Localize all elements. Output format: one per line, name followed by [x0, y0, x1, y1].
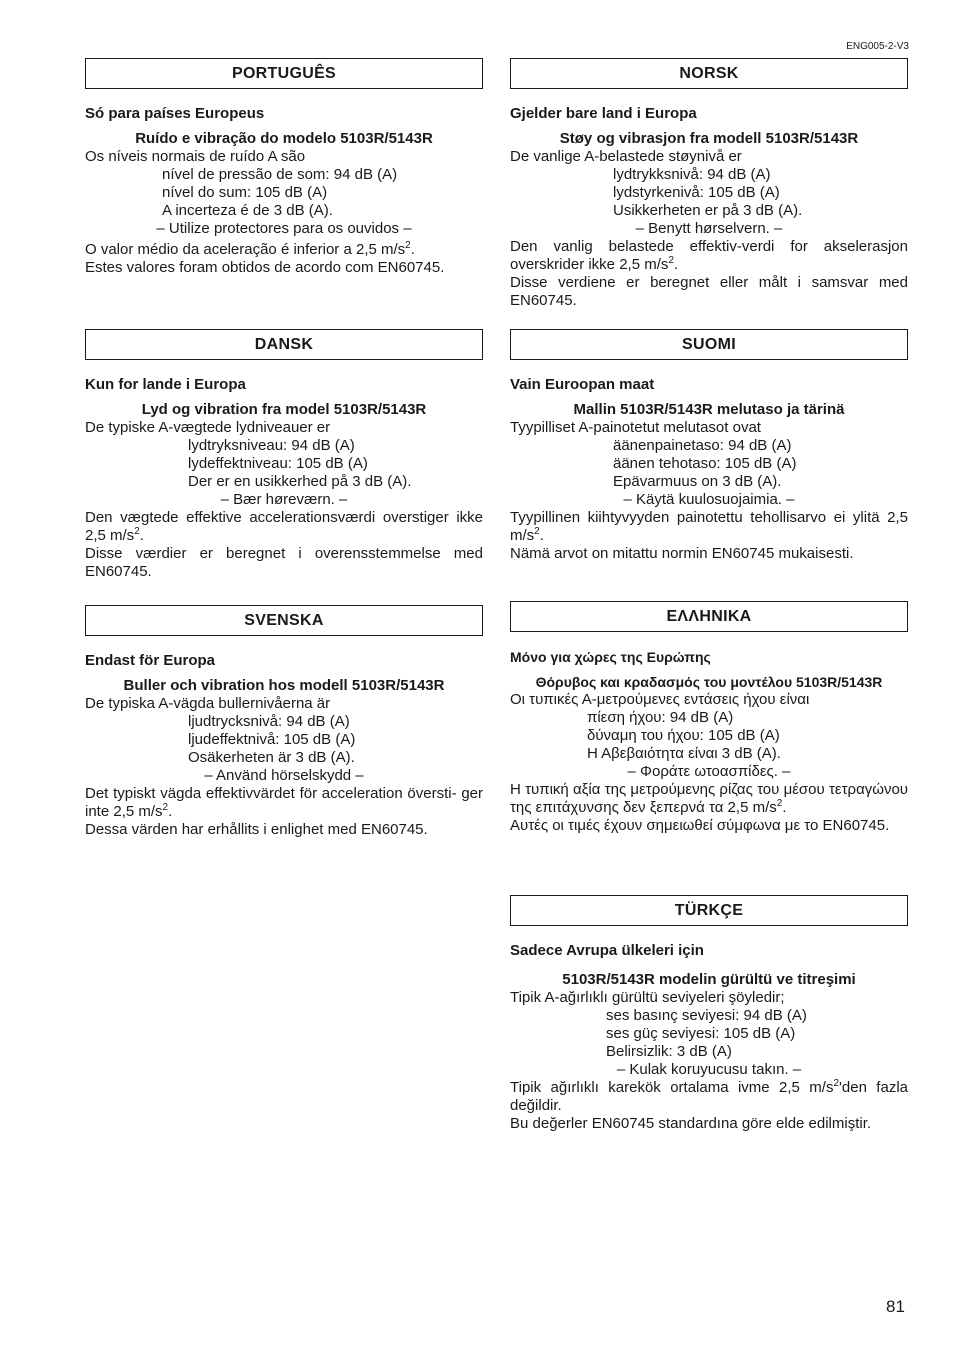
- standard-note: Bu değerler EN60745 standardına göre elde edilmiştir.: [510, 1115, 872, 1132]
- section-svenska: [85, 605, 483, 839]
- noise-intro: Tyypilliset A-painotetut melutasot ovat: [510, 419, 761, 436]
- uncertainty: Usikkerheten er på 3 dB (A).: [613, 202, 803, 219]
- model-heading: Lyd og vibration fra model 5103R/5143R: [141, 401, 427, 418]
- ear-protection-note: – Utilize protectores para os ouvidos –: [156, 220, 412, 237]
- section-norsk: [510, 58, 908, 310]
- standard-note: Disse værdier er beregnet i overensstemmelse med EN60745.: [85, 545, 483, 580]
- sound-pressure: nível de pressão de som: 94 dB (A): [162, 166, 398, 183]
- sound-power: lydstyrkenivå: 105 dB (A): [613, 184, 780, 201]
- ear-protection-note: – Φοράτε ωτοασπίδες. –: [627, 763, 791, 780]
- noise-intro: De typiska A-vägda bullernivåerna är: [85, 695, 331, 712]
- page-number: 81: [886, 1297, 905, 1316]
- ear-protection-note: – Käytä kuulosuojaimia. –: [623, 491, 795, 508]
- section-title: TÜRKÇE: [510, 895, 908, 926]
- standard-note: Αυτές οι τιμές έχουν σημειωθεί σύμφωνα με το EN60745.: [510, 817, 890, 834]
- uncertainty: Epävarmuus on 3 dB (A).: [613, 473, 782, 490]
- noise-intro: Os níveis normais de ruído A são: [85, 148, 306, 165]
- standard-note: Estes valores foram obtidos de acordo com EN60745.: [85, 259, 445, 276]
- ear-protection-note: – Benytt hørselvern. –: [635, 220, 783, 237]
- region-note: Μόνο για χώρες της Ευρώπης: [510, 649, 711, 665]
- vibration-text: Den vægtede effektive accelerationsværdi overstiger ikke 2,5 $m/s^2$.: [85, 509, 483, 544]
- section-title: ΕΛΛΗΝΙΚΑ: [510, 601, 908, 632]
- section-ellinika: [510, 601, 908, 835]
- sound-pressure: πίεση ήχου: 94 dB (A): [587, 709, 734, 726]
- noise-intro: De typiske A-vægtede lydniveauer er: [85, 419, 331, 436]
- sound-pressure: äänenpainetaso: 94 dB (A): [613, 437, 792, 454]
- section-title: SVENSKA: [85, 605, 483, 636]
- uncertainty: A incerteza é de 3 dB (A).: [162, 202, 333, 219]
- sound-power: ses güç seviyesi: 105 dB (A): [606, 1025, 796, 1042]
- sound-power: lydeffektniveau: 105 dB (A): [188, 455, 368, 472]
- superscript: 2: [134, 526, 140, 537]
- sound-pressure: lydtryksniveau: 94 dB (A): [188, 437, 355, 454]
- region-note: Vain Euroopan maat: [510, 376, 655, 393]
- section-turkce: [510, 895, 908, 1133]
- model-heading: Buller och vibration hos modell 5103R/5143R: [123, 677, 445, 694]
- superscript: 2: [833, 1078, 840, 1089]
- section-title: NORSK: [510, 58, 908, 89]
- noise-intro: Οι τυπικές Α-μετρούμενες εντάσεις ήχου είναι: [510, 691, 810, 708]
- ear-protection-note: – Kulak koruyucusu takın. –: [616, 1061, 802, 1078]
- document-code: ENG005-2-V3: [846, 41, 909, 52]
- vibration-text: Η τυπική αξία της μετρούμενης ρίζας του μέσου τετραγώνου της επιτάχυνσης δεν ξεπερνά τα 2,5 $m/s^2$.: [510, 781, 908, 816]
- ear-protection-note: – Använd hörselskydd –: [204, 767, 364, 784]
- uncertainty: Osäkerheten är 3 dB (A).: [188, 749, 355, 766]
- sound-power: ljudeffektnivå: 105 dB (A): [188, 731, 356, 748]
- model-heading: Θόρυβος και κραδασμός του μοντέλου 5103R/5143R: [535, 674, 883, 690]
- section-dansk: [85, 329, 483, 581]
- region-note: Só para países Europeus: [85, 105, 265, 122]
- vibration-text: Tyypillinen kiihtyvyyden painotettu tehollisarvo ei ylitä 2,5 $m/s^2$.: [510, 509, 908, 544]
- uncertainty: Belirsizlik: 3 dB (A): [606, 1043, 732, 1060]
- vibration-text: Den vanlig belastede effektiv-verdi for akselerasjon overskrider ikke 2,5 $m/s^2$.: [510, 238, 908, 273]
- superscript: 2: [405, 240, 411, 251]
- noise-intro: Tipik A-ağırlıklı gürültü seviyeleri şöyledir;: [510, 989, 785, 1006]
- region-note: Sadece Avrupa ülkeleri için: [510, 942, 704, 959]
- model-heading: Mallin 5103R/5143R melutaso ja tärinä: [573, 401, 845, 418]
- standard-note: Nämä arvot on mitattu normin EN60745 mukaisesti.: [510, 545, 854, 562]
- section-portugues: [85, 58, 483, 277]
- uncertainty: Η Αβεβαιότητα είναι 3 dB (A).: [587, 745, 781, 762]
- standard-note: Dessa värden har erhållits i enlighet med EN60745.: [85, 821, 428, 838]
- superscript: 2: [162, 802, 169, 813]
- sound-pressure: lydtrykksnivå: 94 dB (A): [613, 166, 771, 183]
- sound-pressure: ljudtrycksnivå: 94 dB (A): [188, 713, 350, 730]
- section-title: DANSK: [85, 329, 483, 360]
- superscript: 2: [776, 798, 783, 809]
- superscript: 2: [668, 255, 674, 266]
- region-note: Endast för Europa: [85, 652, 216, 669]
- ear-protection-note: – Bær høreværn. –: [220, 491, 348, 508]
- sound-power: nível do sum: 105 dB (A): [162, 184, 328, 201]
- sound-pressure: ses basınç seviyesi: 94 dB (A): [606, 1007, 807, 1024]
- noise-intro: De vanlige A-belastede støynivå er: [510, 148, 742, 165]
- vibration-text: Tipik ağırlıklı karekök ortalama ivme 2,5 $m/s^2'den$ fazla değildir.: [510, 1078, 908, 1114]
- section-suomi: [510, 329, 908, 563]
- section-title: PORTUGUÊS: [85, 58, 483, 89]
- sound-power: δύναμη του ήχου: 105 dB (A): [587, 727, 780, 744]
- model-heading: Støy og vibrasjon fra modell 5103R/5143R: [559, 130, 859, 147]
- section-title: SUOMI: [510, 329, 908, 360]
- vibration-text: Det typiskt vägda effektivvärdet för acceleration översti- ger inte 2,5 $m/s^2$.: [85, 785, 483, 820]
- model-heading: 5103R/5143R modelin gürültü ve titreşimi: [562, 971, 856, 988]
- region-note: Kun for lande i Europa: [85, 376, 246, 393]
- uncertainty: Der er en usikkerhed på 3 dB (A).: [188, 473, 412, 490]
- region-note: Gjelder bare land i Europa: [510, 105, 697, 122]
- superscript: 2: [534, 526, 540, 537]
- vibration-text: O valor médio da aceleração é inferior a 2,5 $m/s^2$.: [85, 240, 415, 258]
- model-heading: Ruído e vibração do modelo 5103R/5143R: [135, 130, 433, 147]
- standard-note: Disse verdiene er beregnet eller målt i samsvar med EN60745.: [510, 274, 908, 309]
- sound-power: äänen tehotaso: 105 dB (A): [613, 455, 797, 472]
